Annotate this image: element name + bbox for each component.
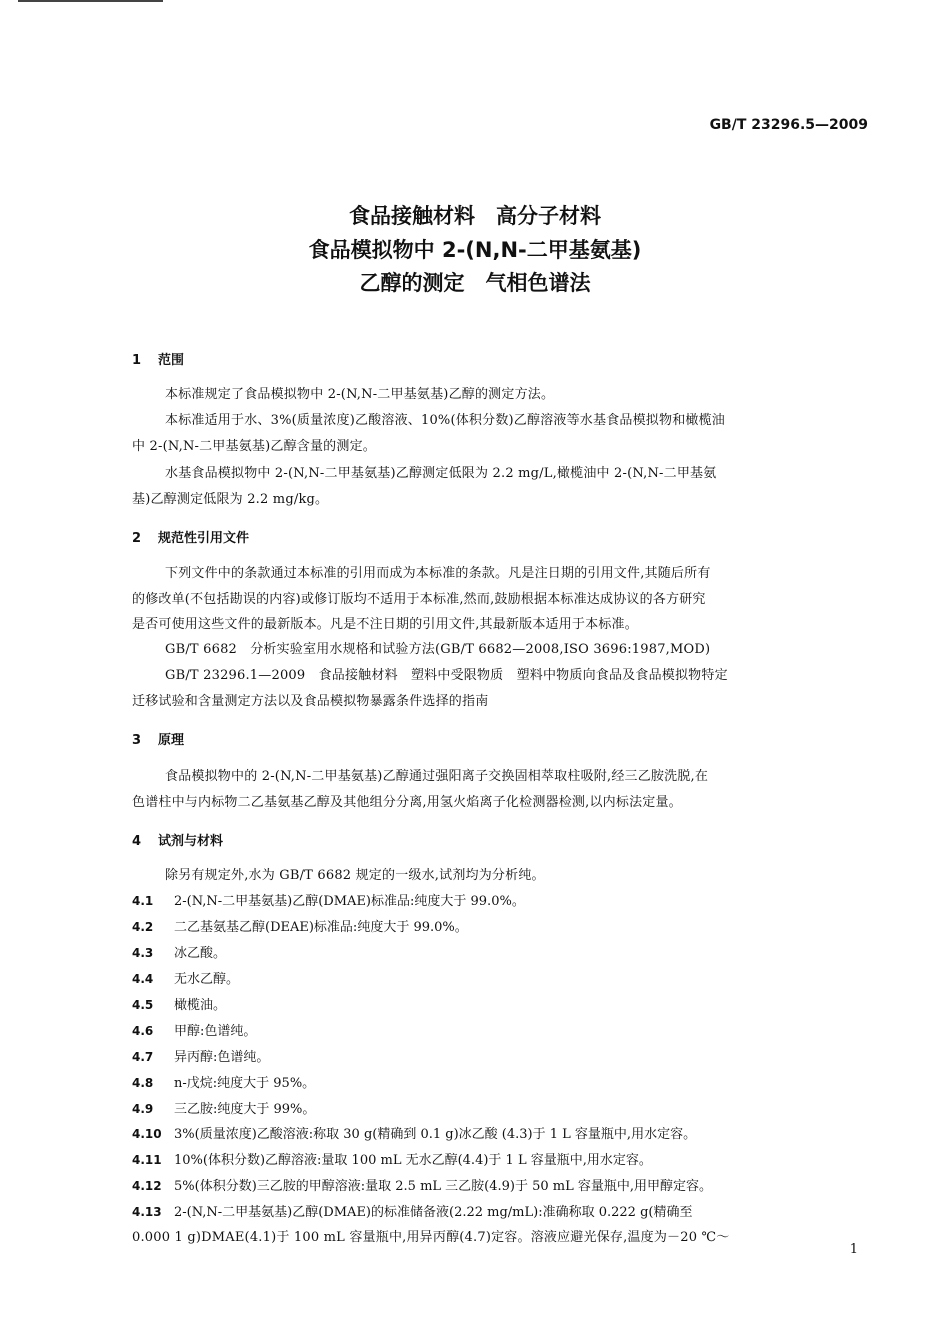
normative-reference: GB/T 23296.1—2009 食品接触材料 塑料中受限物质 塑料中物质向食品及食品模拟物特定 <box>165 668 728 683</box>
list-item <box>132 890 525 909</box>
paragraph-continuation: 是否可使用这些文件的最新版本。凡是不注日期的引用文件,其最新版本适用于本标准。 <box>132 617 638 632</box>
section-title: 原理 <box>158 733 185 748</box>
standard-number: GB/T 23296.5—2009 <box>709 117 868 133</box>
item-text: 冰乙酸。 <box>174 946 227 961</box>
section-title: 规范性引用文件 <box>158 531 250 546</box>
item-text: 无水乙醇。 <box>174 972 240 987</box>
item-number: 4.7 <box>132 1050 154 1064</box>
section-number: 3 <box>132 733 142 748</box>
item-number: 4.5 <box>132 998 154 1012</box>
paragraph-continuation: 迁移试验和含量测定方法以及食品模拟物暴露条件选择的指南 <box>132 694 489 709</box>
section-title: 范围 <box>158 353 185 368</box>
item-text: 异丙醇:色谱纯。 <box>174 1050 270 1065</box>
list-item <box>132 916 468 935</box>
section-2-heading <box>132 527 249 546</box>
list-item <box>132 1149 652 1168</box>
list-item <box>132 1201 692 1220</box>
paragraph-continuation: 的修改单(不包括勘误的内容)或修订版均不适用于本标准,然而,鼓励根据本标准达成协议的各方研究 <box>132 592 706 607</box>
item-text: 橄榄油。 <box>174 998 227 1013</box>
item-number: 4.4 <box>132 972 154 986</box>
item-number: 4.3 <box>132 946 154 960</box>
list-item <box>132 1098 315 1117</box>
section-number: 2 <box>132 531 142 546</box>
list-item <box>132 1123 696 1142</box>
page-number: 1 <box>849 1242 858 1257</box>
item-text: 3%(质量浓度)乙酸溶液:称取 30 g(精确到 0.1 g)冰乙酸 (4.3)于 1 L 容量瓶中,用水定容。 <box>174 1127 697 1142</box>
paragraph: 除另有规定外,水为 GB/T 6682 规定的一级水,试剂均为分析纯。 <box>165 868 545 883</box>
paragraph-continuation: 色谱柱中与内标物二乙基氨基乙醇及其他组分分离,用氢火焰离子化检测器检测,以内标法定量。 <box>132 795 682 810</box>
top-rule <box>18 0 163 2</box>
list-item <box>132 942 226 961</box>
item-number: 4.8 <box>132 1076 154 1090</box>
item-number: 4.2 <box>132 920 154 934</box>
section-4-heading <box>132 830 223 849</box>
paragraph: 食品模拟物中的 2-(N,N-二甲基氨基)乙醇通过强阳离子交换固相萃取柱吸附,经三乙胺洗脱,在 <box>165 769 709 784</box>
item-number: 4.9 <box>132 1102 154 1116</box>
section-number: 1 <box>132 353 142 368</box>
title-line-1: 食品接触材料 高分子材料 <box>349 204 601 228</box>
item-text: 5%(体积分数)三乙胺的甲醇溶液:量取 2.5 mL 三乙胺(4.9)于 50 mL 容量瓶中,用甲醇定容。 <box>174 1179 713 1194</box>
title-line-2: 食品模拟物中 2-(N,N-二甲基氨基) <box>308 238 642 262</box>
item-number: 4.10 <box>132 1127 162 1141</box>
paragraph: 下列文件中的条款通过本标准的引用而成为本标准的条款。凡是注日期的引用文件,其随后所有 <box>165 566 711 581</box>
item-text: 2-(N,N-二甲基氨基)乙醇(DMAE)的标准储备液(2.22 mg/mL):准确称取 0.222 g(精确至 <box>174 1205 693 1220</box>
item-number: 4.1 <box>132 894 154 908</box>
section-title: 试剂与材料 <box>158 834 224 849</box>
item-number: 4.12 <box>132 1179 162 1193</box>
title-line-3: 乙醇的测定 气相色谱法 <box>359 271 591 295</box>
item-text: 三乙胺:纯度大于 99%。 <box>174 1102 316 1117</box>
section-number: 4 <box>132 834 142 849</box>
list-item <box>132 1046 269 1065</box>
paragraph-continuation: 中 2-(N,N-二甲基氨基)乙醇含量的测定。 <box>132 439 376 454</box>
paragraph: 水基食品模拟物中 2-(N,N-二甲基氨基)乙醇测定低限为 2.2 mg/L,橄榄油中 2-(N,N-二甲基氨 <box>165 466 717 481</box>
item-number: 4.13 <box>132 1205 162 1219</box>
paragraph-continuation: 基)乙醇测定低限为 2.2 mg/kg。 <box>132 492 329 507</box>
list-item <box>132 1175 712 1194</box>
item-text: 甲醇:色谱纯。 <box>174 1024 257 1039</box>
paragraph: 本标准规定了食品模拟物中 2-(N,N-二甲基氨基)乙醇的测定方法。 <box>165 387 555 402</box>
list-item <box>132 1072 315 1091</box>
paragraph: 本标准适用于水、3%(质量浓度)乙酸溶液、10%(体积分数)乙醇溶液等水基食品模拟物和橄榄油 <box>165 413 726 428</box>
item-text: 二乙基氨基乙醇(DEAE)标准品:纯度大于 99.0%。 <box>174 920 468 935</box>
section-3-heading <box>132 729 184 748</box>
item-text: n-戊烷:纯度大于 95%。 <box>174 1076 316 1091</box>
item-text: 2-(N,N-二甲基氨基)乙醇(DMAE)标准品:纯度大于 99.0%。 <box>174 894 525 909</box>
list-item <box>132 994 226 1013</box>
normative-reference: GB/T 6682 分析实验室用水规格和试验方法(GB/T 6682—2008,ISO 3696:1987,MOD) <box>165 642 711 657</box>
list-item <box>132 1020 256 1039</box>
list-item <box>132 968 239 987</box>
section-1-heading <box>132 349 184 368</box>
item-number: 4.6 <box>132 1024 154 1038</box>
paragraph-continuation: 0.000 1 g)DMAE(4.1)于 100 mL 容量瓶中,用异丙醇(4.7)定容。溶液应避光保存,温度为－20 ℃～ <box>132 1230 730 1245</box>
item-number: 4.11 <box>132 1153 162 1167</box>
item-text: 10%(体积分数)乙醇溶液:量取 100 mL 无水乙醇(4.4)于 1 L 容量瓶中,用水定容。 <box>174 1153 652 1168</box>
